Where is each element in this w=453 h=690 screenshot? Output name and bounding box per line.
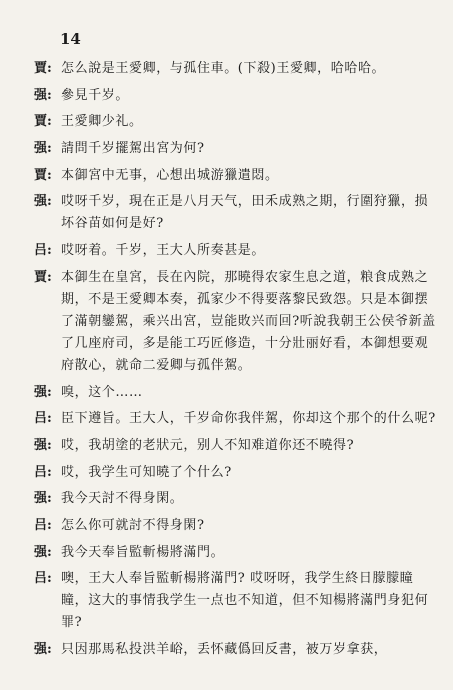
speaker-label: 强: xyxy=(34,384,52,400)
dialogue-line xyxy=(34,191,439,235)
speaker-label: 强: xyxy=(34,437,52,453)
speech-text: 請問千岁擺駕出宮为何? xyxy=(61,141,205,157)
speaker-label: 吕: xyxy=(34,464,52,480)
speech-text: 哎呀千岁，現在正是八月天气，田禾成熟之期，行圍狩獵，损坏谷苗如何是好? xyxy=(61,194,429,232)
dialogue-line xyxy=(34,382,439,404)
speaker-label: 賈: xyxy=(34,269,52,285)
dialogue-line xyxy=(34,435,439,457)
speech-text: 怎么你可就討不得身閑? xyxy=(61,517,205,533)
speech-text: 我今天討不得身閑。 xyxy=(61,491,184,507)
dialogue-line xyxy=(34,462,439,484)
speech-text: 只因那馬私投洪羊峪，丢怀藏僞回反書，被万岁拿获， xyxy=(61,642,388,657)
speech-text: 參見千岁。 xyxy=(61,87,130,103)
speech-text: 哎，我学生可知曉了个什么? xyxy=(61,464,232,480)
speech-text: 本御生在皇宮，長在內院，那曉得农家生息之道，粮食成熟之期，不是王愛卿本奏，孤家少不得要落黎民致怨。只是本御摆了滿朝鑾駕，乘兴出宮，豈能敗兴而回?听說我朝王公侯爷新盖了几座府司，多是能工巧匠修造，十分壯丽好看，本御想要观府散心，就命二爱卿与孤伴駕。 xyxy=(61,269,436,373)
speech-text: 哎，我胡塗的老狀元，别人不知难道你还不曉得? xyxy=(61,437,355,453)
speaker-label: 强: xyxy=(34,194,52,210)
page-number: 14 xyxy=(60,30,81,48)
speech-text: 王愛卿少礼。 xyxy=(61,114,143,130)
speech-text: 嗅，这个…… xyxy=(61,384,143,400)
speaker-label: 强: xyxy=(34,141,52,157)
speaker-label: 强: xyxy=(34,491,52,507)
dialogue-line xyxy=(34,111,439,133)
dialogue-line xyxy=(34,568,439,634)
dialogue-line xyxy=(34,240,439,262)
dialogue-line xyxy=(34,58,439,80)
speech-text: 噢，王大人奉旨監斬楊將滿門? 哎呀呀，我学生終日朦朦瞳瞳，这大的事情我学生一点也不知道，但不知楊將滿門身犯何罪? xyxy=(61,571,429,631)
dialogue-line xyxy=(34,639,439,661)
dialogue-block xyxy=(34,58,439,666)
speaker-label: 吕: xyxy=(34,411,52,427)
speaker-label: 吕: xyxy=(34,243,52,259)
speaker-label: 賈: xyxy=(34,114,52,130)
speech-text: 怎么說是王愛卿，与孤住車。(下殺)王愛卿，哈哈哈。 xyxy=(61,61,386,76)
speaker-label: 强: xyxy=(34,87,52,103)
speaker-label: 强: xyxy=(34,642,52,657)
dialogue-line xyxy=(34,542,439,564)
speaker-label: 吕: xyxy=(34,571,52,587)
speaker-label: 吕: xyxy=(34,517,52,533)
speaker-label: 賈: xyxy=(34,167,52,183)
dialogue-line xyxy=(34,85,439,107)
dialogue-line xyxy=(34,408,439,430)
dialogue-line xyxy=(34,267,439,377)
speaker-label: 賈: xyxy=(34,61,52,76)
dialogue-line xyxy=(34,165,439,187)
speaker-label: 强: xyxy=(34,544,52,560)
dialogue-line xyxy=(34,138,439,160)
speech-text: 本御宮中无事，心想出城游獵遣悶。 xyxy=(61,167,279,183)
speech-text: 哎呀着。千岁，王大人所奏甚是。 xyxy=(61,243,266,259)
speech-text: 我今天奉旨監斬楊將滿門。 xyxy=(61,544,225,560)
dialogue-line xyxy=(34,515,439,537)
dialogue-line xyxy=(34,488,439,510)
speech-text: 臣下遵旨。王大人，千岁命你我伴駕，你却这个那个的什么呢? xyxy=(61,411,436,427)
